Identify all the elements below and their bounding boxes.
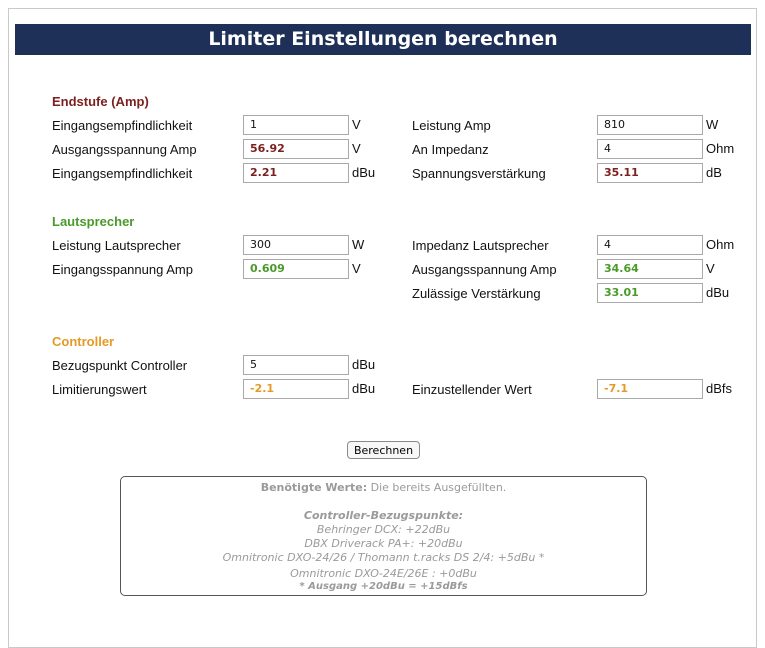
- amp-voltage-gain-unit: dB: [706, 165, 722, 180]
- info-ref-item: DBX Driverack PA+: +20dBu: [304, 537, 463, 550]
- speaker-allowed-gain-unit: dBu: [706, 285, 730, 300]
- amp-impedance-label: An Impedanz: [412, 142, 489, 157]
- amp-input-sensitivity-dbu-label: Eingangsempfindlichkeit: [52, 166, 193, 181]
- controller-limit-unit: dBu: [352, 381, 376, 396]
- section-title-controller: Controller: [52, 334, 115, 349]
- amp-impedance-unit: Ohm: [706, 141, 735, 156]
- amp-output-voltage-unit: V: [352, 141, 361, 156]
- speaker-power-label: Leistung Lautsprecher: [52, 238, 181, 253]
- amp-power-label: Leistung Amp: [412, 118, 491, 133]
- speaker-power-unit: W: [352, 237, 365, 252]
- info-needed-text: Die bereits Ausgefüllten.: [370, 481, 507, 494]
- info-ref-heading: Controller-Bezugspunkte:: [303, 509, 464, 522]
- speaker-input-voltage-unit: V: [352, 261, 361, 276]
- amp-voltage-gain-input[interactable]: 35.11: [597, 163, 703, 183]
- info-ref-item: Omnitronic DXO-24/26 / Thomann t.racks DS 2/4: +5dBu *: [222, 551, 545, 564]
- controller-reference-unit: dBu: [352, 357, 376, 372]
- speaker-impedance-label: Impedanz Lautsprecher: [412, 238, 549, 253]
- amp-output-voltage-input[interactable]: 56.92: [243, 139, 349, 159]
- info-box: [120, 476, 647, 596]
- amp-input-sensitivity-dbu-input[interactable]: 2.21: [243, 163, 349, 183]
- amp-input-sensitivity-unit: V: [352, 117, 361, 132]
- controller-limit-input[interactable]: -2.1: [243, 379, 349, 399]
- amp-voltage-gain-label: Spannungsverstärkung: [412, 166, 546, 181]
- speaker-power-input[interactable]: 300: [243, 235, 349, 255]
- speaker-impedance-input[interactable]: 4: [597, 235, 703, 255]
- controller-setting-input[interactable]: -7.1: [597, 379, 703, 399]
- controller-reference-input[interactable]: 5: [243, 355, 349, 375]
- speaker-input-voltage-label: Eingangsspannung Amp: [52, 262, 193, 277]
- amp-output-voltage-label: Ausgangsspannung Amp: [52, 142, 197, 157]
- amp-power-unit: W: [706, 117, 719, 132]
- info-ref-item: Behringer DCX: +22dBu: [316, 523, 451, 536]
- info-ref-item: Omnitronic DXO-24E/26E : +0dBu: [290, 567, 477, 580]
- amp-power-input[interactable]: 810: [597, 115, 703, 135]
- info-needed-line: [121, 481, 646, 494]
- speaker-output-voltage-label: Ausgangsspannung Amp: [412, 262, 557, 277]
- speaker-allowed-gain-input[interactable]: 33.01: [597, 283, 703, 303]
- speaker-output-voltage-unit: V: [706, 261, 715, 276]
- amp-input-sensitivity-label: Eingangsempfindlichkeit: [52, 118, 193, 133]
- speaker-input-voltage-input[interactable]: 0.609: [243, 259, 349, 279]
- amp-input-sensitivity-dbu-unit: dBu: [352, 165, 376, 180]
- controller-setting-unit: dBfs: [706, 381, 733, 396]
- amp-input-sensitivity-input[interactable]: 1: [243, 115, 349, 135]
- controller-reference-label: Bezugspunkt Controller: [52, 358, 188, 373]
- calculate-button[interactable]: Berechnen: [347, 441, 420, 459]
- info-needed-label: Benötigte Werte:: [260, 481, 368, 494]
- page-title: Limiter Einstellungen berechnen: [15, 24, 751, 55]
- speaker-output-voltage-input[interactable]: 34.64: [597, 259, 703, 279]
- info-footnote: * Ausgang +20dBu = +15dBfs: [299, 581, 468, 592]
- controller-setting-label: Einzustellender Wert: [412, 382, 532, 397]
- speaker-impedance-unit: Ohm: [706, 237, 735, 252]
- section-title-amp: Endstufe (Amp): [52, 94, 149, 109]
- speaker-allowed-gain-label: Zulässige Verstärkung: [412, 286, 541, 301]
- controller-limit-label: Limitierungswert: [52, 382, 147, 397]
- section-title-speaker: Lautsprecher: [52, 214, 135, 229]
- amp-impedance-input[interactable]: 4: [597, 139, 703, 159]
